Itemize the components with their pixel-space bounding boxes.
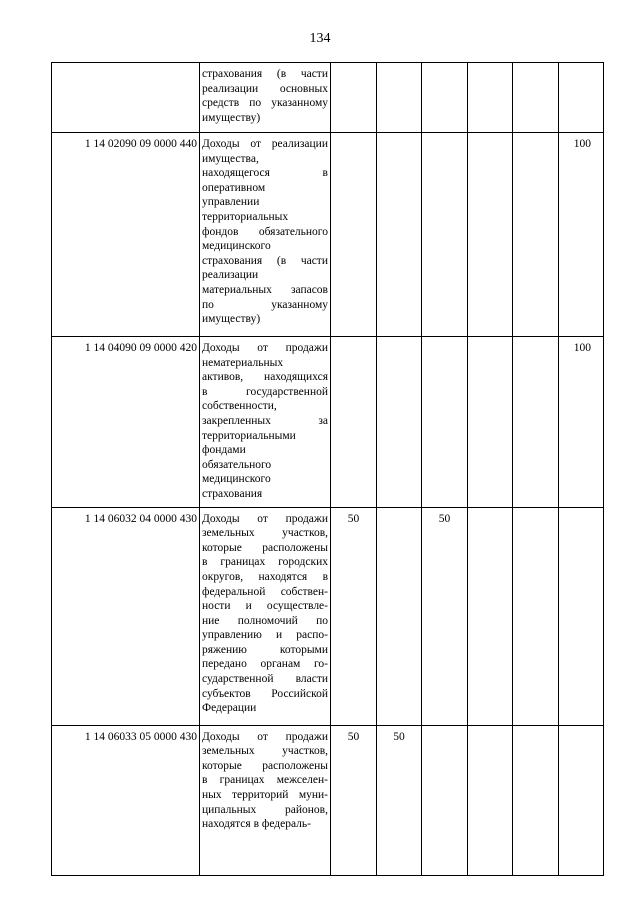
revenue-name-line: по указанному <box>202 298 328 311</box>
value-cell: 100 <box>559 133 604 337</box>
revenue-name-line: округов, находятся в <box>202 570 328 583</box>
value-cell <box>559 507 604 725</box>
value-cell <box>331 133 377 337</box>
revenue-name-line: нематериальных <box>202 356 284 369</box>
revenue-name-line: средств по указанному <box>202 97 328 110</box>
revenue-name-line: реализации основных <box>202 82 328 95</box>
revenue-name <box>200 507 331 725</box>
revenue-name-line: активов, находящихся <box>202 371 328 384</box>
value-cell <box>468 507 513 725</box>
value-cell <box>422 725 468 875</box>
revenue-name-line: в границах межселен- <box>202 774 328 787</box>
revenue-code <box>52 63 200 133</box>
value-cell <box>377 337 422 508</box>
revenue-name-line: ние полномочий по <box>202 614 328 627</box>
revenue-name-line: ципальных районов, <box>202 803 328 816</box>
value-cell <box>513 337 559 508</box>
revenue-table <box>51 62 604 876</box>
value-cell <box>422 133 468 337</box>
revenue-name-line: материальных запасов <box>202 283 328 296</box>
revenue-name-line: фондами <box>202 444 246 457</box>
revenue-name-line: Доходы от реализации <box>202 138 328 150</box>
value-cell: 100 <box>559 337 604 508</box>
value-cell <box>331 337 377 508</box>
revenue-name-line: территориальными <box>202 429 296 442</box>
revenue-name-line: имущества, <box>202 152 259 165</box>
revenue-name-line: управлению и распо- <box>202 629 328 642</box>
revenue-name-line: субъектов Российской <box>202 687 328 700</box>
value-cell <box>559 725 604 875</box>
revenue-code: 1 14 04090 09 0000 420 <box>52 337 200 508</box>
table-row <box>52 133 604 337</box>
value-cell: 50 <box>422 507 468 725</box>
table-row <box>52 507 604 725</box>
value-cell <box>513 63 559 133</box>
value-cell <box>468 63 513 133</box>
value-cell <box>513 507 559 725</box>
revenue-name-line: сударственной власти <box>202 673 328 686</box>
revenue-name-line: Федерации <box>202 702 257 715</box>
value-cell <box>422 63 468 133</box>
table-row <box>52 725 604 875</box>
table-row <box>52 63 604 133</box>
revenue-name-line: находящегося в <box>202 167 328 180</box>
revenue-code: 1 14 06033 05 0000 430 <box>52 725 200 875</box>
value-cell <box>559 63 604 133</box>
revenue-name-line: находятся в федераль- <box>202 818 311 831</box>
page-number: 134 <box>309 31 331 46</box>
revenue-name-line: страхования (в части <box>202 68 328 80</box>
revenue-name-line: страхования <box>202 487 263 500</box>
revenue-name-line: медицинского <box>202 473 271 486</box>
revenue-name-line: имуществу) <box>202 111 261 124</box>
value-cell <box>468 337 513 508</box>
revenue-name-line: которые расположены <box>202 541 328 554</box>
revenue-name-line: в границах городских <box>202 556 328 569</box>
value-cell <box>377 507 422 725</box>
revenue-name-line: ности и осуществле- <box>202 600 328 613</box>
revenue-name-line: территориальных <box>202 210 289 223</box>
value-cell <box>468 133 513 337</box>
value-cell: 50 <box>377 725 422 875</box>
value-cell: 50 <box>331 507 377 725</box>
revenue-name-line: управлении <box>202 196 260 209</box>
revenue-name-line: передано органам го- <box>202 658 328 671</box>
value-cell <box>513 725 559 875</box>
revenue-name-line: обязательного <box>202 458 272 471</box>
revenue-name-line: имуществу) <box>202 313 261 326</box>
revenue-name-line: в государственной <box>202 385 328 398</box>
revenue-name-line: земельных участков, <box>202 527 328 540</box>
revenue-name-line: Доходы от продажи <box>202 512 328 525</box>
table-row <box>52 337 604 508</box>
revenue-name <box>200 133 331 337</box>
value-cell: 50 <box>331 725 377 875</box>
revenue-name-line: ряжению которыми <box>202 643 328 656</box>
revenue-code: 1 14 02090 09 0000 440 <box>52 133 200 337</box>
revenue-name-line: Доходы от продажи <box>202 730 328 743</box>
revenue-name-line: фондов обязательного <box>202 225 328 238</box>
value-cell <box>422 337 468 508</box>
revenue-name-line: страхования (в части <box>202 254 328 267</box>
revenue-name <box>200 725 331 875</box>
revenue-name-line: ных территорий муни- <box>202 788 328 801</box>
revenue-name-line: реализации <box>202 269 259 282</box>
value-cell <box>377 133 422 337</box>
revenue-name-line: собственности, <box>202 400 277 413</box>
revenue-code: 1 14 06032 04 0000 430 <box>52 507 200 725</box>
revenue-name <box>200 337 331 508</box>
revenue-name-line: оперативном <box>202 181 266 194</box>
revenue-name-line: федеральной собствен- <box>202 585 328 598</box>
value-cell <box>468 725 513 875</box>
value-cell <box>331 63 377 133</box>
revenue-name-line: Доходы от продажи <box>202 342 328 354</box>
revenue-name-line: закрепленных за <box>202 414 328 427</box>
revenue-name-line: которые расположены <box>202 759 328 772</box>
revenue-name-line: земельных участков, <box>202 745 328 758</box>
value-cell <box>377 63 422 133</box>
value-cell <box>513 133 559 337</box>
revenue-name <box>200 63 331 133</box>
revenue-name-line: медицинского <box>202 240 271 253</box>
